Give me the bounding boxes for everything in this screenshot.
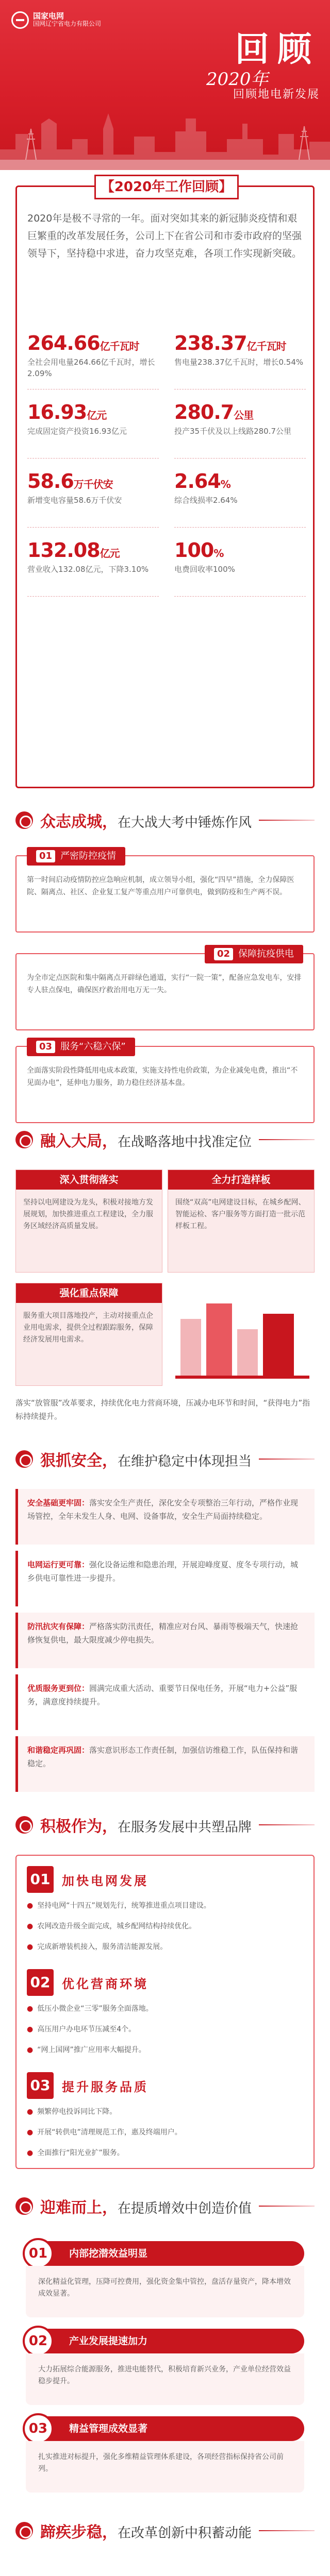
logo-subname: 国网辽宁省电力有限公司 [33,20,102,27]
card-number: 02 [214,948,233,960]
stat-number: 2.64 [174,470,221,493]
skyline-illustration [0,108,330,170]
bullet-dot-icon: ● [27,1902,34,1910]
service-number: 02 [27,1969,54,1996]
section-5-title: 迎难而上， [40,2199,118,2217]
section-mark-icon [15,1816,33,1834]
section-4-header [0,1808,330,1841]
service-bullet [27,2044,305,2056]
stat-description: 投产35千伏及以上线路280.7公里 [174,427,292,436]
bullet-text: 坚持电网“十四五”规划先行，统筹推进重点项目建设。 [37,1902,211,1910]
stats-grid [27,329,306,597]
city-illustration [175,1288,309,1381]
pill-number: 03 [23,2413,54,2444]
service-bullet [27,1941,305,1953]
section-2-title-rest: 在战略落地中找准定位 [118,1134,252,1150]
card-text: 全面落实阶段性降低用电成本政策，实施支持性电价政策，为企业减免电费，推出“不见面办电”，延伸电力服务，助力稳住经济基本盘。 [27,1066,298,1087]
card-tab [27,847,125,866]
sgcc-logo-icon [11,11,29,29]
paragraph-text: 严格落实防汛责任，精准应对台风、暴雨等极端天气，快速抢修恢复供电，最大限度减少停电损失。 [27,1622,299,1645]
measure-card [15,851,315,933]
stat-number: 132.08 [27,539,100,562]
paragraph-lead: 和谐稳定再巩固： [27,1745,90,1755]
service-number: 03 [27,2072,54,2099]
tile-heading: 强化重点保障 [16,1283,162,1303]
bullet-text: 全面推行“阳光业扩”服务。 [37,2149,124,2157]
stat-value [27,332,159,354]
stat-item [27,467,159,528]
stat-item [174,329,306,389]
tile-heading: 全力打造样板 [168,1170,314,1190]
bullet-dot-icon: ● [27,2025,34,2033]
review-panel [15,179,315,788]
tile-text: 坚持以电网建设为龙头，积极对接地方发展规划，加快推进重点工程建设，全力服务区域经济高质量发展。 [23,1198,153,1230]
card-number: 01 [36,850,55,862]
divider [259,820,315,821]
stat-unit: 公里 [234,409,254,421]
stat-unit: 亿千瓦时 [246,340,286,352]
bullet-text: 高压用户办电环节压减至4个。 [37,2025,136,2033]
service-panel [15,1855,315,2169]
divider [259,1459,315,1460]
section-2-title: 融入大局， [40,1132,118,1150]
tile-2 [168,1170,315,1273]
service-bullet [27,2003,305,2015]
stat-value [174,470,306,493]
section-mark-icon [15,2522,33,2539]
stat-description: 营业收入132.08亿元，下降3.10% [27,565,149,574]
service-bullet [27,2106,305,2118]
stat-number: 58.6 [27,470,74,493]
service-heading [27,1969,148,1996]
service-label: 加快电网发展 [62,1873,148,1888]
section-2-header [0,1123,330,1156]
value-pill [26,2329,304,2353]
service-heading [27,1866,148,1893]
divider [259,1139,315,1140]
stat-number: 280.7 [174,401,234,423]
card-label: 保障抗疫供电 [238,948,294,959]
stat-unit: 亿千瓦时 [100,340,139,352]
bullet-dot-icon: ● [27,2046,34,2054]
bullet-text: 频繁停电投诉同比下降。 [37,2108,117,2116]
stat-number: 238.37 [174,332,247,354]
logo-name: 国家电网 [33,11,64,21]
service-heading [27,2072,148,2099]
hero-big-text: 回顾 [235,29,320,69]
card-text: 为全市定点医院和集中隔离点开辟绿色通道，实行“一院一策”，配备应急发电车，安排专人驻点保电，确保医疗救治用电万无一失。 [27,974,302,994]
section-1-title-rest: 在大战大考中锤炼作风 [118,815,252,831]
section-5-title-rest: 在提质增效中创造价值 [118,2201,252,2216]
value-pill [26,2416,304,2441]
stat-unit: % [220,478,230,490]
section-1-header [0,804,330,837]
paragraph-lead: 安全基础更牢固： [27,1498,90,1507]
paragraph-text: 圆满完成重大活动、重要节日保电任务，开展“电力+公益”服务，满意度持续提升。 [27,1684,298,1706]
bullet-dot-icon: ● [27,1922,34,1930]
stat-value [27,539,159,562]
stat-item [174,536,306,597]
bullet-text: 完成新增装机接入，服务清洁能源发展。 [37,1943,168,1951]
pill-number: 01 [23,2238,54,2269]
divider [259,1824,315,1825]
stat-item [27,536,159,597]
section-mark-icon [15,2197,33,2215]
safety-paragraph [15,1613,315,1668]
hero-subtitle: 回顾地电新发展 [233,88,320,101]
pill-label: 内部挖潜效益明显 [69,2248,148,2259]
value-pill [26,2241,304,2266]
section-4-title-rest: 在服务发展中共塑品牌 [118,1820,252,1835]
safety-paragraph [15,1489,315,1545]
stat-unit: 亿元 [100,547,120,560]
stat-item [174,467,306,528]
tile-heading: 深入贯彻落实 [16,1170,162,1190]
section-5-header [0,2190,330,2223]
paragraph-lead: 优质服务更到位： [27,1684,90,1693]
service-bullet [27,1900,305,1912]
bullet-text: 开展“转供电”清理规范工作，惠及终端用户。 [37,2128,182,2137]
review-intro: 2020年是极不寻常的一年。面对突如其来的新冠肺炎疫情和艰巨繁重的改革发展任务，公司上下在省公司和市委市政府的坚强领导下，坚持稳中求进，奋力攻坚克难，各项工作实现新突破。 [27,213,302,259]
pill-text: 深化精益化管理，压降可控费用，强化资金集中管控，盘活存量资产，降本增效成效显著。 [26,2266,304,2317]
tile-text: 围绕“双高”电网建设目标，在城乡配网、智能运检、客户服务等方面打造一批示范样板工程。 [175,1198,306,1230]
stat-number: 16.93 [27,401,87,423]
stat-value [174,332,306,354]
hero-banner [0,0,330,170]
section-3-header [0,1443,330,1476]
service-bullet [27,2127,305,2139]
section-3-title: 狠抓安全， [40,1452,118,1470]
bullet-dot-icon: ● [27,2108,34,2116]
service-bullet [27,2024,305,2036]
card-number: 03 [36,1041,55,1053]
pill-text: 扎实推进对标提升，强化多维精益管理体系建设，各项经营指标保持省公司前列。 [26,2441,304,2493]
divider [259,2530,315,2531]
section-4-title: 积极作为， [40,1818,118,1836]
stat-description: 新增变电容量58.6万千伏安 [27,496,122,505]
safety-paragraph [15,1551,315,1606]
stat-description: 全社会用电量264.66亿千瓦时，增长2.09% [27,358,155,378]
stat-description: 售电量238.37亿千瓦时，增长0.54% [174,358,304,367]
section-mark-icon [15,1450,33,1468]
measure-card [15,1041,315,1123]
stat-item [27,329,159,389]
service-label: 优化营商环境 [62,1976,148,1991]
service-bullet [27,2147,305,2159]
stat-value [174,401,306,423]
paragraph-text: 落实安全生产责任，深化安全专项整治三年行动，严格作业现场管控，全年未发生人身、电网、设备事故，安全生产局面持续稳定。 [27,1498,299,1521]
section-6-header [0,2514,330,2547]
pill-label: 精益管理成效显著 [69,2423,148,2434]
card-tab [27,1038,135,1056]
safety-paragraph [15,1736,315,1792]
stat-unit: 亿元 [87,409,107,421]
bullet-dot-icon: ● [27,2128,34,2137]
card-label: 严密防控疫情 [60,851,117,861]
pill-label: 产业发展提速加力 [69,2335,148,2347]
stat-unit: 万千伏安 [73,478,113,490]
card-text: 第一时间启动疫情防控应急响应机制，成立领导小组，强化“四早”措施，全力保障医院、隔离点、社区、企业复工复产等重点用户可靠供电，做到防疫和生产两不误。 [27,876,294,896]
stat-number: 264.66 [27,332,100,354]
section-mark-icon [15,811,33,829]
stat-item [174,398,306,459]
bullet-dot-icon: ● [27,2149,34,2157]
paragraph-text: 强化设备运维和隐患治理，开展迎峰度夏、度冬专项行动，城乡供电可靠性进一步提升。 [27,1560,299,1583]
stat-value [27,401,159,423]
section-1-title: 众志成城， [40,813,118,831]
measure-card [15,948,315,1030]
stat-description: 完成固定资产投资16.93亿元 [27,427,127,436]
hero-year: 2020年 [206,69,269,90]
paragraph-lead: 防汛抗灾有保障： [27,1622,90,1631]
paragraph-lead: 电网运行更可靠： [27,1560,90,1569]
section-2-note: 落实“放管服”改革要求，持续优化电力营商环境，压减办电环节和时间，“获得电力”指标持续提升。 [15,1398,310,1421]
bullet-dot-icon: ● [27,1943,34,1951]
stat-item [27,398,159,459]
bullet-text: 农网改造升级全面完成，城乡配网结构持续优化。 [37,1922,196,1930]
card-tab [205,945,303,963]
service-bullet [27,1921,305,1933]
bullet-text: 低压小微企业“三零”服务全面落地。 [37,2005,153,2013]
tile-3 [15,1283,162,1386]
bullet-text: “网上国网”推广应用率大幅提升。 [37,2046,146,2054]
company-logo [11,11,101,29]
service-label: 提升服务品质 [62,2079,148,2094]
pill-number: 02 [23,2326,54,2357]
stat-value [174,539,306,562]
hero-title [170,31,320,101]
stat-description: 电费回收率100% [174,565,235,574]
stat-number: 100 [174,539,214,562]
divider [259,2206,315,2207]
section-6-title: 蹄疾步稳， [40,2523,118,2541]
safety-paragraph [15,1674,315,1730]
section-mark-icon [15,1131,33,1148]
pill-text: 大力拓展综合能源服务，推进电能替代，积极培育新兴业务，产业单位经营效益稳步提升。 [26,2353,304,2405]
stat-unit: % [213,547,224,560]
bullet-dot-icon: ● [27,2005,34,2013]
stat-value [27,470,159,493]
section-3-title-rest: 在维护稳定中体现担当 [118,1454,252,1469]
tile-text: 服务重大项目落地投产，主动对接重点企业用电需求，提供全过程跟踪服务，保障经济发展用电需求。 [23,1312,153,1344]
paragraph-text: 落实意识形态工作责任制，加强信访维稳工作，队伍保持和谐稳定。 [27,1745,299,1768]
service-number: 01 [27,1866,54,1893]
tile-1 [15,1170,162,1273]
section-6-title-rest: 在改革创新中积蓄动能 [118,2526,252,2541]
card-label: 服务“六稳六保” [60,1041,126,1052]
review-title: 【2020年工作回顾】 [94,175,239,199]
stat-description: 综合线损率2.64% [174,496,238,505]
